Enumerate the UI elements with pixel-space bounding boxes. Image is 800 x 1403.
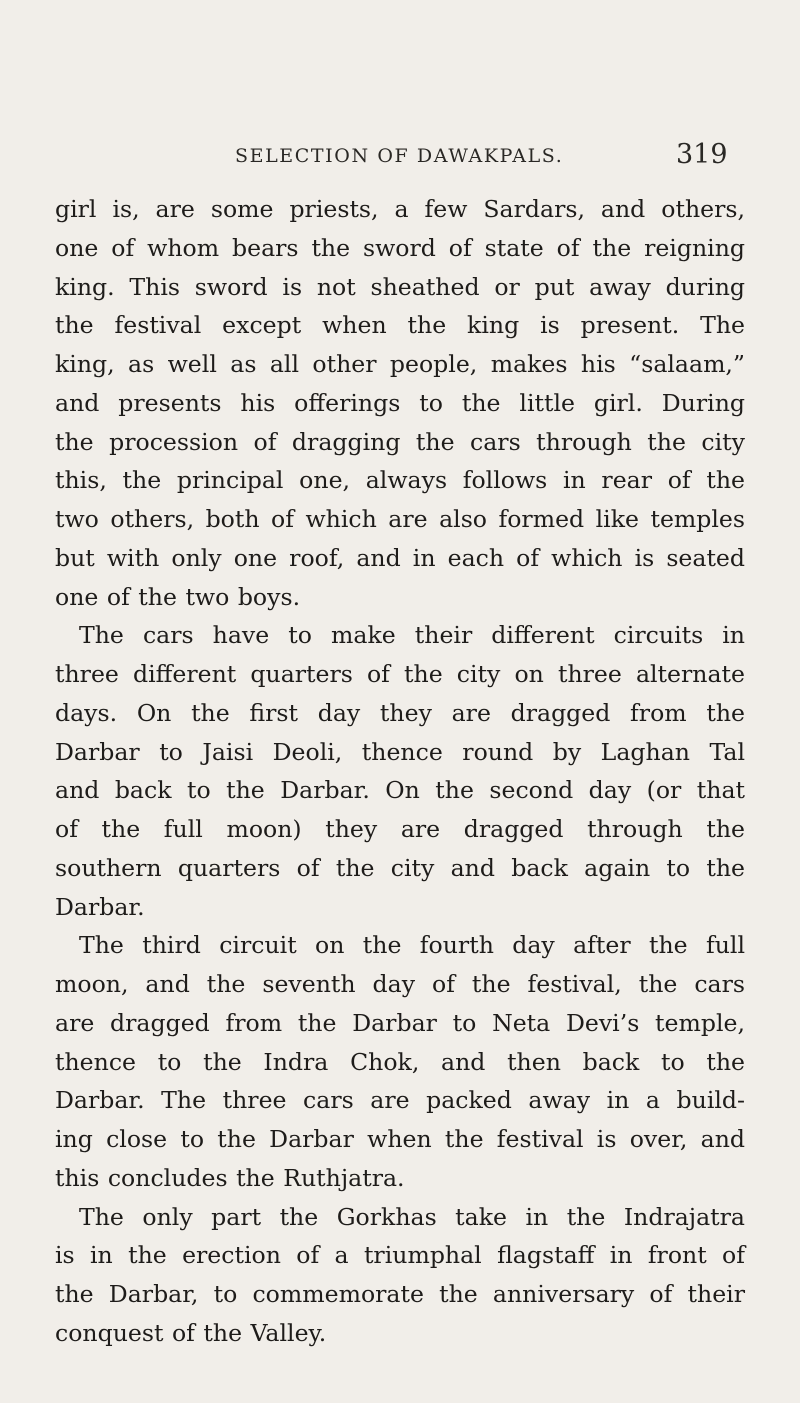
text-line: king. This sword is not sheathed or put away during — [55, 272, 745, 301]
body-text — [55, 190, 745, 1353]
text-line: one of whom bears the sword of state of the reigning — [55, 233, 745, 262]
text-line: Darbar to Jaisi Deoli, thence round by Laghan Tal — [55, 737, 745, 766]
page-number: 319 — [676, 139, 728, 170]
text-line: of the full moon) they are dragged through the — [55, 815, 745, 843]
text-line: two others, both of which are also formed like temples — [55, 505, 745, 533]
text-line: conquest of the Valley. — [55, 1318, 327, 1347]
text-line: southern quarters of the city and back again to the — [55, 853, 745, 882]
text-line: and back to the Darbar. On the second day (or that — [55, 776, 745, 805]
text-line: three different quarters of the city on three alternate — [55, 660, 745, 688]
text-line: the Darbar, to commemorate the anniversary of their — [55, 1280, 745, 1308]
text-line: The only part the Gorkhas take in the Indrajatra — [79, 1202, 745, 1231]
text-line: The third circuit on the fourth day after the full — [79, 931, 745, 960]
running-title: SELECTION OF DAWAKPALS. — [235, 145, 564, 167]
text-line: are dragged from the Darbar to Neta Devi’s temple, — [55, 1008, 745, 1037]
text-line: ing close to the Darbar when the festival is over, and — [55, 1125, 745, 1153]
text-line: girl is, are some priests, a few Sardars, and others, — [55, 195, 745, 223]
text-line: the procession of dragging the cars through the city — [55, 427, 745, 456]
text-line: this concludes the Ruthjatra. — [55, 1163, 405, 1192]
running-head — [0, 139, 800, 179]
text-line: but with only one roof, and in each of which is seated — [55, 543, 745, 572]
text-line: the festival except when the king is present. The — [55, 311, 745, 340]
text-line: Darbar. — [55, 892, 145, 921]
text-line: moon, and the seventh day of the festival, the cars — [55, 970, 745, 998]
text-line: thence to the Indra Chok, and then back to the — [55, 1047, 745, 1076]
text-line: this, the principal one, always follows in rear of the — [55, 466, 745, 495]
text-line: Darbar. The three cars are packed away in a build- — [55, 1086, 745, 1115]
text-line: is in the erection of a triumphal flagstaff in front of — [55, 1241, 745, 1270]
text-line: king, as well as all other people, makes his “salaam,” — [55, 350, 745, 378]
text-line: and presents his offerings to the little girl. During — [55, 388, 745, 417]
text-line: one of the two boys. — [55, 582, 301, 611]
text-line: days. On the first day they are dragged from the — [55, 698, 745, 727]
text-line: The cars have to make their different circuits in — [79, 621, 745, 650]
